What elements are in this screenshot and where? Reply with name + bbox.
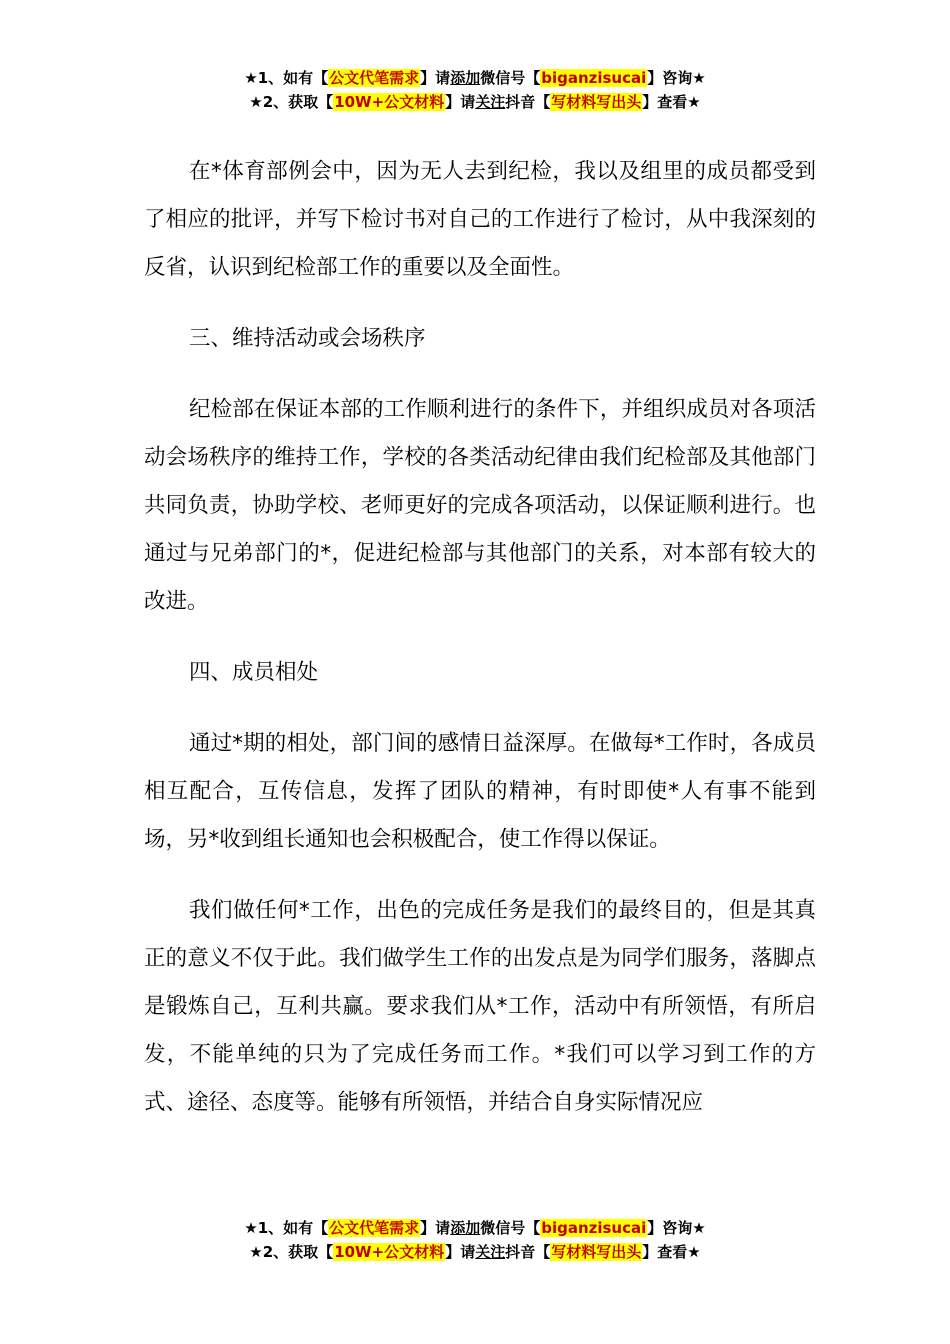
- banner-highlight: 写材料写出头: [551, 1243, 642, 1261]
- banner-highlight: 公文代笔需求: [329, 69, 420, 87]
- banner-text: 微信号【: [480, 69, 541, 87]
- banner-highlight: 10W+公文材料: [334, 93, 445, 111]
- document-body: [144, 148, 816, 1150]
- banner-underlined-text: 关注: [475, 1243, 506, 1261]
- paragraph: 纪检部在保证本部的工作顺利进行的条件下，并组织成员对各项活动会场秩序的维持工作，学校的各类活动纪律由我们纪检部及其他部门共同负责，协助学校、老师更好的完成各项活动，以保证顺利进行。也通过与兄弟部门的*，促进纪检部与其他部门的关系，对本部有较大的改进。: [144, 397, 816, 614]
- paragraph: 在*体育部例会中，因为无人去到纪检，我以及组里的成员都受到了相应的批评，并写下检讨书对自己的工作进行了检讨，从中我深刻的反省，认识到纪检部工作的重要以及全面性。: [144, 159, 816, 280]
- banner-text: ★1、如有【: [244, 1219, 329, 1237]
- banner-text: 】查看★: [642, 1243, 701, 1261]
- banner-highlight: biganzisucai: [541, 69, 647, 87]
- banner-line-1: [0, 66, 950, 90]
- banner-text: 抖音【: [505, 1243, 551, 1261]
- banner-text: 】咨询★: [647, 1219, 706, 1237]
- banner-line-1: [0, 1216, 950, 1240]
- header-banner: [0, 66, 950, 114]
- banner-text: ★1、如有【: [244, 69, 329, 87]
- banner-underlined-text: 关注: [475, 93, 506, 111]
- banner-highlight: 写材料写出头: [551, 93, 642, 111]
- footer-banner: [0, 1216, 950, 1264]
- banner-highlight: 10W+公文材料: [334, 1243, 445, 1261]
- banner-text: 】请: [420, 1219, 451, 1237]
- banner-text: 抖音【: [505, 93, 551, 111]
- banner-underlined-text: 添加: [450, 1219, 481, 1237]
- paragraph: 通过*期的相处，部门间的感情日益深厚。在做每*工作时，各成员相互配合，互传信息，发挥了团队的精神，有时即使*人有事不能到场，另*收到组长通知也会积极配合，使工作得以保证。: [144, 731, 816, 852]
- banner-line-2: [0, 90, 950, 114]
- banner-text: 】请: [445, 1243, 476, 1261]
- section-heading: 四、成员相处: [189, 660, 319, 685]
- banner-text: 】请: [445, 93, 476, 111]
- section-heading: 三、维持活动或会场秩序: [189, 326, 426, 351]
- banner-highlight: 公文代笔需求: [329, 1219, 420, 1237]
- banner-text: ★2、获取【: [249, 93, 334, 111]
- paragraph: 我们做任何*工作，出色的完成任务是我们的最终目的，但是其真正的意义不仅于此。我们做学生工作的出发点是为同学们服务，落脚点是锻炼自己，互利共赢。要求我们从*工作，活动中有所领悟，有所启发，不能单纯的只为了完成任务而工作。*我们可以学习到工作的方式、途径、态度等。能够有所领悟，并结合自身实际情况应: [144, 898, 816, 1115]
- banner-text: ★2、获取【: [249, 1243, 334, 1261]
- banner-text: 】请: [420, 69, 451, 87]
- banner-line-2: [0, 1240, 950, 1264]
- banner-text: 】查看★: [642, 93, 701, 111]
- banner-highlight: biganzisucai: [541, 1219, 647, 1237]
- banner-underlined-text: 添加: [450, 69, 481, 87]
- banner-text: 】咨询★: [647, 69, 706, 87]
- banner-text: 微信号【: [480, 1219, 541, 1237]
